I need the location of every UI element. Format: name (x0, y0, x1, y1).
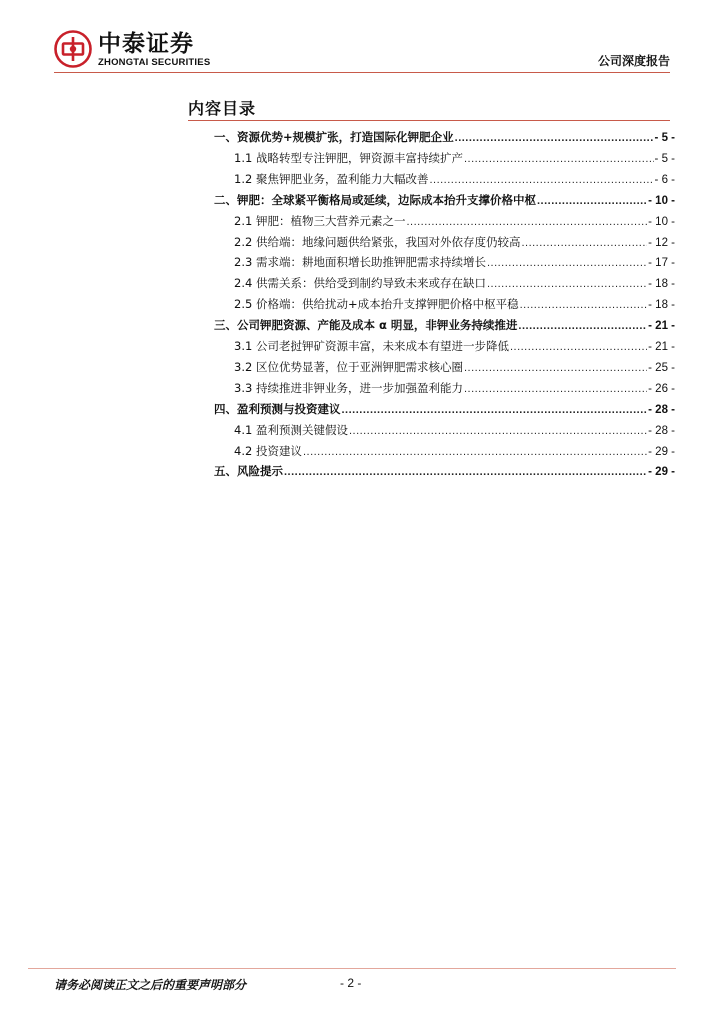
toc-entry-title: 一、资源优势+规模扩张，打造国际化钾肥企业 (214, 130, 454, 144)
toc-entry-page: - 28 - (648, 403, 675, 416)
disclaimer-note: 请务必阅读正文之后的重要声明部分 (54, 978, 247, 992)
toc-entry-page: - 18 - (648, 299, 675, 312)
toc-entry-title: 2.2 供给端：地缘问题供给紧张，我国对外依存度仍较高 (234, 234, 521, 249)
toc-entry-title: 1.2 聚焦钾肥业务，盈利能力大幅改善 (234, 171, 429, 186)
toc-leader-dots (303, 446, 647, 458)
header-divider (54, 72, 670, 73)
toc-leader-dots (510, 341, 647, 353)
page-header (0, 0, 724, 78)
toc-leader-dots (342, 404, 648, 416)
toc-leader-dots (464, 362, 647, 374)
toc-entry-title: 3.3 持续推进非钾业务，进一步加强盈利能力 (234, 380, 463, 395)
toc-title-divider (188, 120, 670, 121)
toc-section-entry[interactable] (188, 359, 675, 375)
toc-entry-title: 3.1 公司老挝钾矿资源丰富，未来成本有望进一步降低 (234, 339, 509, 353)
toc-entry-title: 五、风险提示 (214, 464, 283, 479)
toc-entry-page: - 12 - (648, 236, 675, 249)
toc-entry-title: 2.4 供需关系：供给受到制约导致未来或存在缺口 (234, 276, 486, 291)
logo-cn-text: 中泰证券 (98, 30, 194, 57)
toc-entry-page: - 29 - (648, 445, 675, 458)
zhongtai-logo-icon (54, 30, 92, 68)
toc-entry-page: - 10 - (648, 215, 675, 228)
toc-section-entry[interactable] (188, 254, 675, 270)
toc-entry-page: - 21 - (648, 320, 675, 333)
toc-entry-title: 2.3 需求端：耕地面积增长助推钾肥需求持续增长 (234, 255, 486, 270)
toc-entry-title: 三、公司钾肥资源、产能及成本 α 明显，非钾业务持续推进 (214, 318, 518, 333)
toc-entry-page: - 26 - (648, 382, 675, 395)
toc-entry-page: - 17 - (648, 257, 675, 270)
toc-leader-dots (464, 383, 647, 395)
toc-leader-dots (520, 299, 648, 311)
toc-section-entry[interactable] (188, 234, 675, 250)
toc-entry-page: - 28 - (648, 424, 675, 437)
logo-en-text: ZHONGTAI SECURITIES (98, 56, 211, 68)
toc-section-entry[interactable] (188, 422, 675, 438)
toc-section-entry[interactable] (188, 338, 675, 354)
toc-section-entry[interactable] (188, 171, 675, 187)
toc-entry-title: 2.5 价格端：供给扰动+成本抬升支撑钾肥价格中枢平稳 (234, 297, 519, 312)
toc-entry-page: - 10 - (648, 194, 675, 207)
toc-section-entry[interactable] (188, 213, 675, 229)
company-logo (54, 30, 210, 68)
toc-entry-page: - 18 - (648, 278, 675, 291)
toc-entry-title: 4.1 盈利预测关键假设 (234, 422, 348, 437)
toc-chapter-entry[interactable] (188, 129, 675, 145)
toc-chapter-entry[interactable] (188, 463, 675, 479)
toc-entry-title: 二、钾肥：全球紧平衡格局或延续，边际成本抬升支撑价格中枢 (214, 192, 536, 207)
toc-section-entry[interactable] (188, 296, 675, 312)
page-number: - 2 - (340, 976, 362, 990)
toc-section-entry[interactable] (188, 380, 675, 396)
toc-leader-dots (349, 425, 647, 437)
toc-entry-title: 4.2 投资建议 (234, 443, 302, 458)
toc-leader-dots (455, 132, 654, 144)
toc-entry-page: - 25 - (648, 361, 675, 374)
toc-entry-title: 1.1 战略转型专注钾肥，钾资源丰富持续扩产 (234, 150, 463, 165)
toc-leader-dots (487, 257, 647, 269)
toc-section-entry[interactable] (188, 443, 675, 459)
toc-chapter-entry[interactable] (188, 192, 675, 208)
report-type-label: 公司深度报告 (597, 54, 670, 68)
toc-entry-title: 四、盈利预测与投资建议 (214, 401, 341, 416)
toc-entry-title: 2.1 钾肥：植物三大营养元素之一 (234, 213, 406, 228)
toc-leader-dots (537, 195, 647, 207)
toc-leader-dots (429, 174, 653, 186)
toc-section-entry[interactable] (188, 150, 675, 166)
toc-leader-dots (518, 320, 647, 332)
toc-title: 内容目录 (188, 99, 257, 118)
toc-entry-page: - 5 - (654, 132, 675, 144)
toc-chapter-entry[interactable] (188, 317, 675, 333)
toc-leader-dots (406, 216, 647, 228)
toc-entry-page: - 21 - (648, 341, 675, 353)
toc-entry-page: - 29 - (648, 466, 675, 479)
toc-leader-dots (464, 153, 654, 165)
toc-leader-dots (284, 466, 647, 478)
toc-entry-title: 3.2 区位优势显著，位于亚洲钾肥需求核心圈 (234, 359, 463, 374)
footer-divider (28, 968, 676, 969)
toc-leader-dots (521, 237, 647, 249)
toc-section-entry[interactable] (188, 275, 675, 291)
toc-entry-page: - 5 - (654, 152, 675, 165)
toc-leader-dots (487, 278, 647, 290)
toc-chapter-entry[interactable] (188, 401, 675, 417)
toc-entry-page: - 6 - (654, 173, 675, 186)
